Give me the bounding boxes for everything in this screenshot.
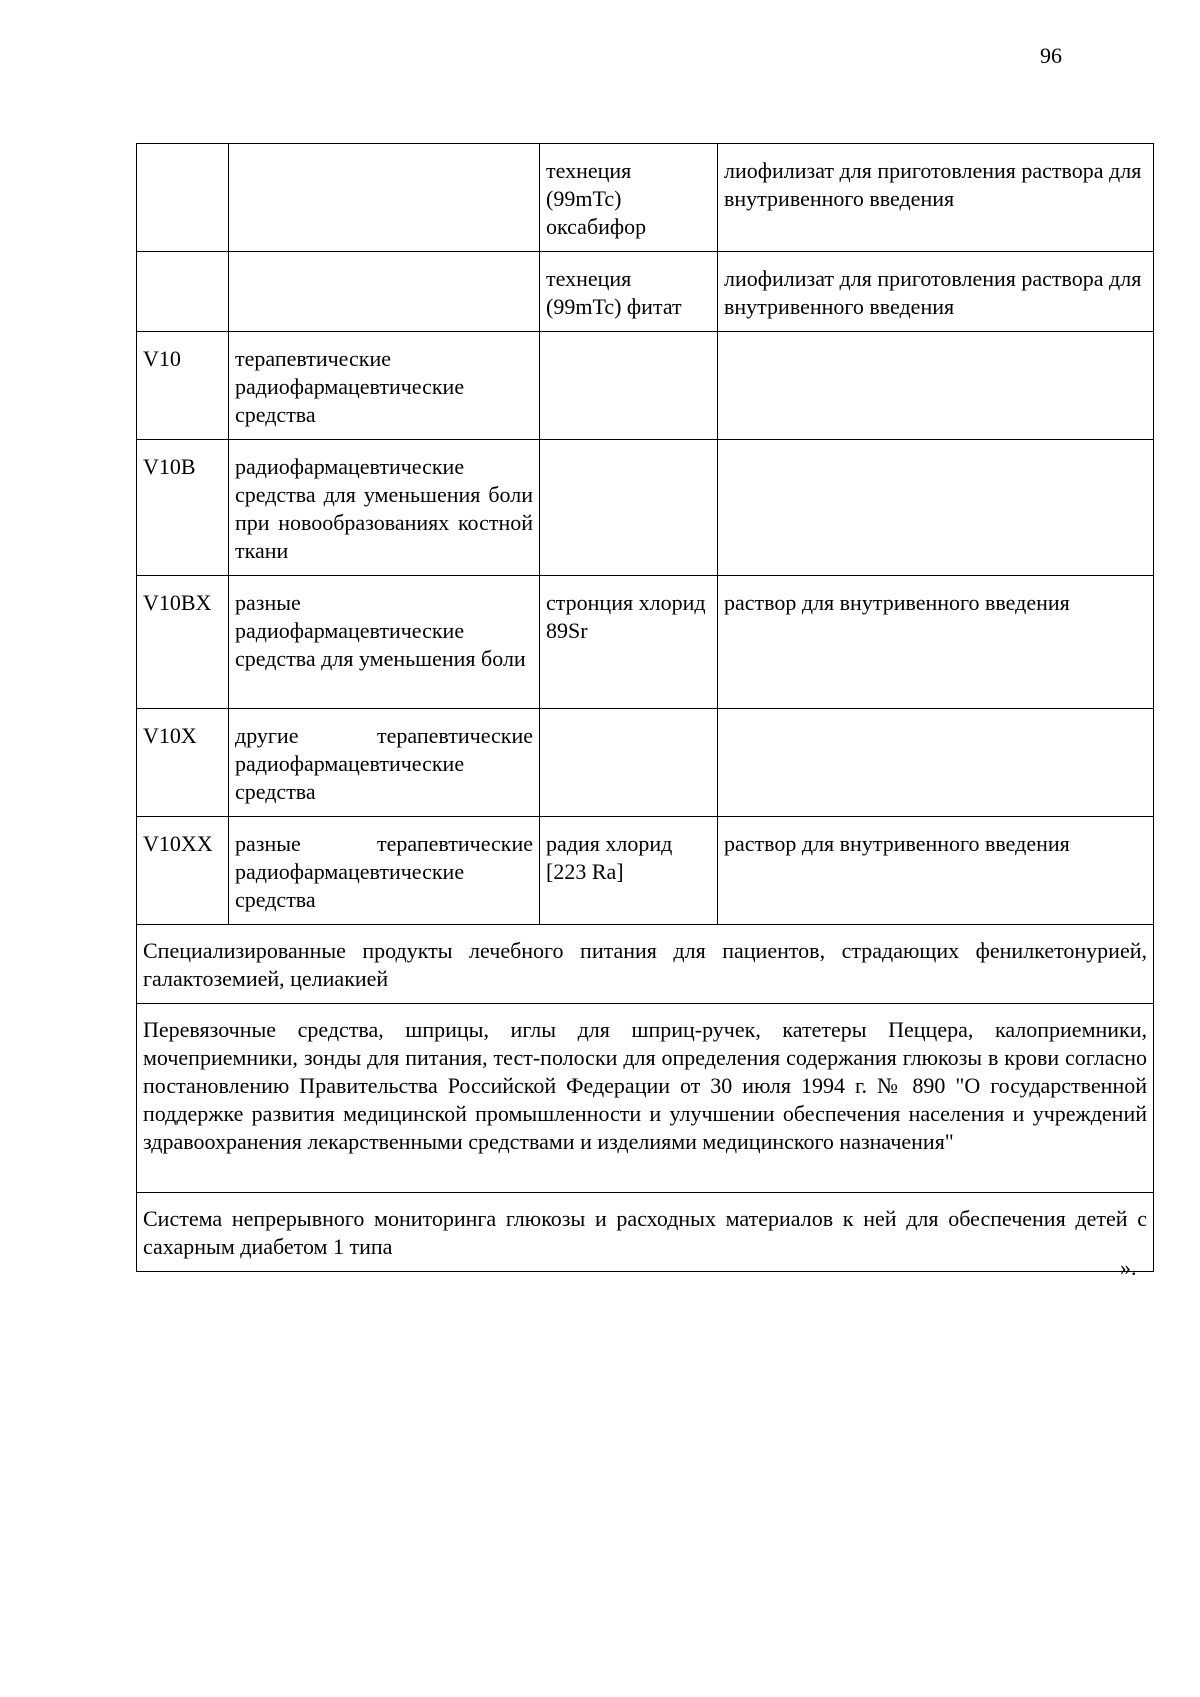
atc-code-cell: V10X — [137, 709, 229, 817]
table-row — [137, 144, 1154, 252]
drug-name-cell — [540, 709, 718, 817]
dosage-form-cell — [718, 709, 1154, 817]
table-row-full — [137, 1004, 1154, 1193]
dosage-form-cell: раствор для внутривенного введения — [718, 817, 1154, 925]
atc-code-cell: V10XX — [137, 817, 229, 925]
group-cell: разные терапевтические радиофармацевтические средства — [229, 817, 540, 925]
drug-name-cell — [540, 440, 718, 576]
dosage-form-cell — [718, 440, 1154, 576]
dosage-form-cell: раствор для внутривенного введения — [718, 576, 1154, 709]
table-row — [137, 709, 1154, 817]
specialized-nutrition-cell: Специализированные продукты лечебного питания для пациентов, страдающих фенилкетонурией, галактоземией, целиакией — [137, 925, 1154, 1004]
drug-name-cell: технеция (99mTc) фитат — [540, 252, 718, 332]
group-cell: другие терапевтические радиофармацевтические средства — [229, 709, 540, 817]
dosage-form-cell: лиофилизат для приготовления раствора для внутривенного введения — [718, 144, 1154, 252]
page-number: 96 — [1040, 43, 1062, 68]
dosage-form-cell — [718, 332, 1154, 440]
atc-code-cell: V10 — [137, 332, 229, 440]
drug-name-cell: радия хлорид [223 Ra] — [540, 817, 718, 925]
group-cell: терапевтические радиофармацевтические средства — [229, 332, 540, 440]
table-row — [137, 440, 1154, 576]
atc-code-cell: V10BX — [137, 576, 229, 709]
dosage-form-cell: лиофилизат для приготовления раствора для внутривенного введения — [718, 252, 1154, 332]
glucose-monitoring-cell: Система непрерывного мониторинга глюкозы и расходных материалов к ней для обеспечения детей с сахарным диабетом 1 типа — [137, 1193, 1154, 1272]
group-cell — [229, 252, 540, 332]
group-cell — [229, 144, 540, 252]
atc-code-cell — [137, 144, 229, 252]
table-row-full — [137, 925, 1154, 1004]
table-row-full — [137, 1193, 1154, 1272]
group-cell: радиофармацевтические средства для уменьшения боли при новообразованиях костной ткани — [229, 440, 540, 576]
table-row — [137, 332, 1154, 440]
drug-name-cell: стронция хлорид 89Sr — [540, 576, 718, 709]
medication-table — [136, 143, 1154, 1272]
atc-code-cell: V10B — [137, 440, 229, 576]
medical-supplies-cell: Перевязочные средства, шприцы, иглы для шприц-ручек, катетеры Пеццера, калоприемники, мочеприемники, зонды для питания, тест-полоски для определения содержания глюкозы в крови согласно постановлению Правительства Российской Федерации от 30 июля 1994 г. № 890 "О государственной поддержке развития медицинской промышленности и улучшении обеспечения населения и учреждений здравоохранения лекарственными средствами и изделиями медицинского назначения" — [137, 1004, 1154, 1193]
closing-quote-mark: ». — [1120, 1255, 1137, 1280]
table-row — [137, 252, 1154, 332]
drug-name-cell — [540, 332, 718, 440]
group-cell: разные радиофармацевтические средства для уменьшения боли — [229, 576, 540, 709]
atc-code-cell — [137, 252, 229, 332]
table-row — [137, 576, 1154, 709]
table-row — [137, 817, 1154, 925]
drug-name-cell: технеция (99mTc) оксабифор — [540, 144, 718, 252]
